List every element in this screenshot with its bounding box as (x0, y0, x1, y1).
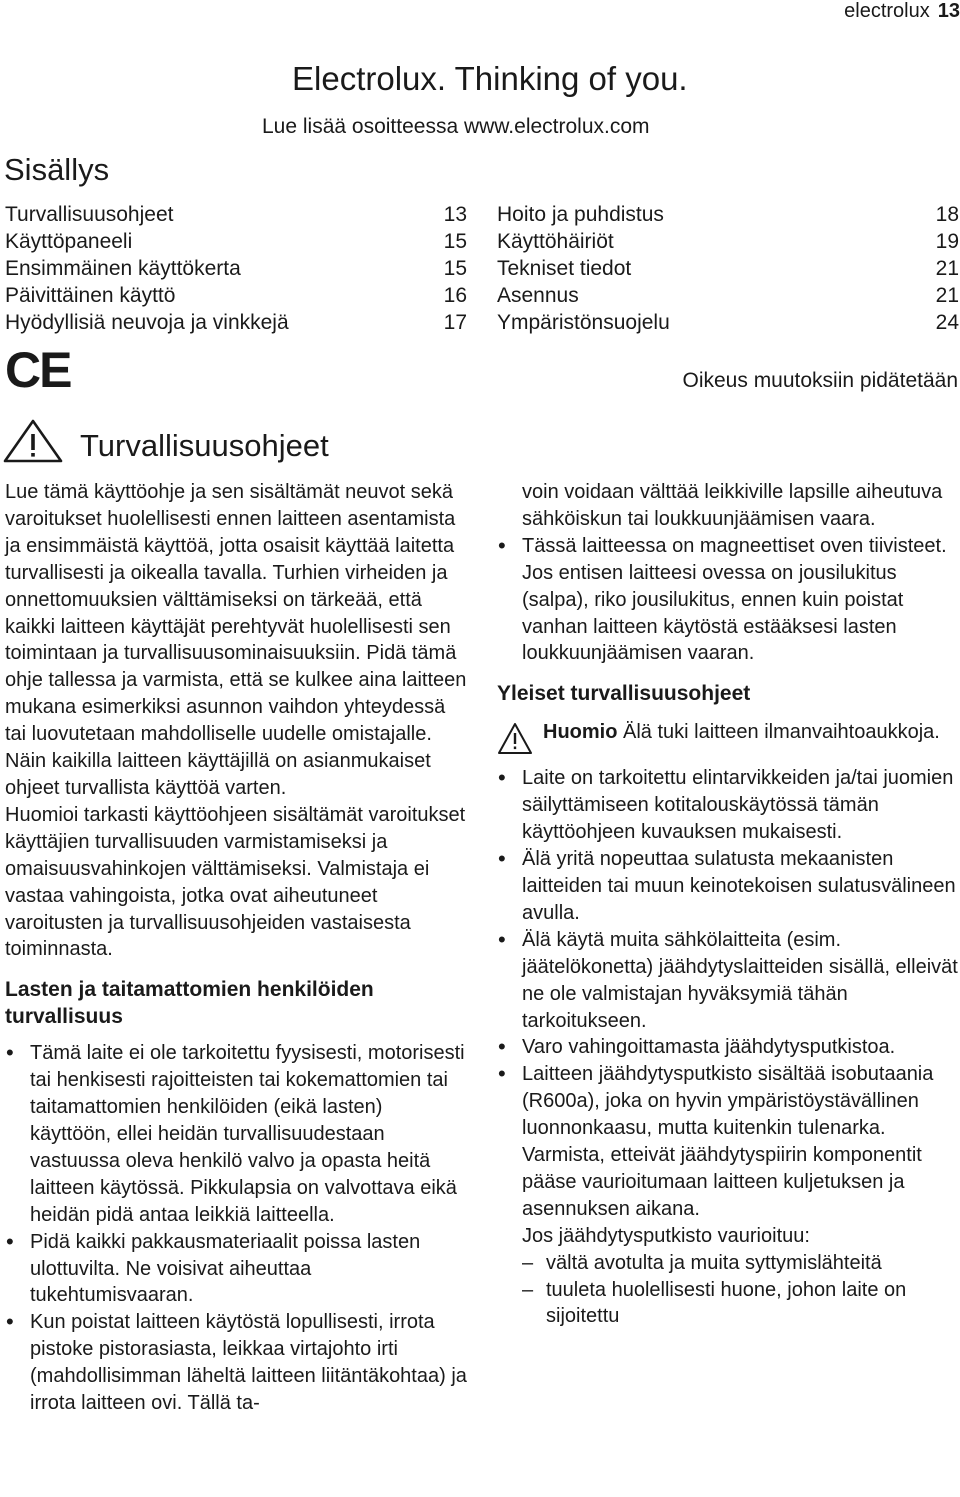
list-item (497, 1250, 959, 1277)
caution-body: Älä tuki laitteen ilmanvaihtoaukkoja. (623, 721, 940, 744)
dash-item-text: tuuleta huolellisesti huone, johon laite on sijoitettu (546, 1278, 907, 1328)
refrigerant-damage-intro: Jos jäähdytysputkisto vaurioituu: (522, 1224, 810, 1247)
caution-note (497, 719, 959, 755)
toc-entry-label: Käyttöhäiriöt (497, 230, 614, 253)
warning-triangle-icon (497, 722, 533, 755)
toc-entry-label: Asennus (497, 284, 579, 307)
list-item: • Älä käytä muita sähkölaitteita (esim. jäätelökonetta) jäähdytyslaitteiden sisällä, elleivät ne ole valmistajan hyväksymiä tähän tarkoitukseen. (497, 927, 959, 1035)
more-info-link[interactable]: Lue lisää osoitteessa www.electrolux.com (262, 115, 650, 138)
rights-reserved-note: Oikeus muutoksiin pidätetään (682, 369, 958, 392)
page-header (844, 0, 960, 23)
toc-entry-label: Hoito ja puhdistus (497, 203, 664, 226)
refrigerant-damage-list (497, 1250, 959, 1331)
toc-title: Sisällys (4, 152, 110, 187)
toc-entry-page: 21 (935, 284, 959, 307)
toc-entry[interactable] (497, 255, 959, 282)
toc-entry-page: 16 (443, 284, 467, 307)
dash-marker: – (522, 1251, 534, 1274)
toc-entry-page: 15 (443, 257, 467, 280)
toc-entry[interactable] (5, 228, 467, 255)
toc-entry[interactable] (5, 282, 467, 309)
toc-entry[interactable] (5, 201, 467, 228)
general-safety-heading: Yleiset turvallisuusohjeet (497, 682, 751, 706)
caution-text (543, 719, 959, 755)
warning-triangle-icon (2, 418, 64, 464)
section-title: Turvallisuusohjeet (80, 428, 329, 463)
list-item: • Kun poistat laitteen käytöstä lopullisesti, irrota pistoke pistorasiasta, leikkaa virtajohto irti (mahdollisimman läheltä laitteen liitäntäkohtaa) ja irrota laitteen ovi. Tällä ta- (5, 1309, 467, 1417)
refrigerant-note: Varmista, etteivät jäähdytyspiirin komponentit pääse vaurioitumaan laitteen kuljetuksen ja asennuksen aikana. (522, 1144, 922, 1220)
list-item (497, 1277, 959, 1331)
list-item: • Laite on tarkoitettu elintarvikkeiden ja/tai juomien säilyttämiseen kotitalouskäytössä tämän käyttöohjeen kuvauksen mukaisesti. (497, 765, 959, 846)
toc-entry-page: 18 (935, 203, 959, 226)
magnet-list (497, 533, 959, 668)
general-safety-list (497, 765, 959, 1142)
toc-entry[interactable] (497, 282, 959, 309)
toc-entry[interactable] (5, 309, 467, 336)
toc-entry[interactable] (5, 255, 467, 282)
page-number: 13 (937, 0, 960, 22)
toc-entry[interactable] (497, 309, 959, 336)
brand-name: electrolux (844, 0, 930, 22)
toc-entry[interactable] (497, 201, 959, 228)
intro-paragraph: Huomioi tarkasti käyttöohjeen sisältämät varoitukset käyttäjien turvallisuuden varmistamiseksi ja omaisuusvahinkojen välttämiseksi. Valmistaja ei vastaa vahingoista, jotka ovat aiheutuneet varoitusten ja turvallisuusohjeiden vastaisesta toiminnasta. (5, 803, 466, 961)
children-safety-heading: Lasten ja taitamattomien henkilöiden turvallisuus (5, 978, 374, 1029)
right-column (497, 479, 959, 1330)
toc-entry-label: Hyödyllisiä neuvoja ja vinkkejä (5, 311, 289, 334)
dash-marker: – (522, 1278, 534, 1301)
list-item: • Älä yritä nopeuttaa sulatusta mekaanisten laitteiden tai muun keinotekoisen sulatusvälineen avulla. (497, 846, 959, 927)
toc-entry-page: 15 (443, 230, 467, 253)
toc-entry-page: 19 (935, 230, 959, 253)
toc-entry-page: 21 (935, 257, 959, 280)
toc-left-column (5, 201, 467, 336)
intro-paragraph: Lue tämä käyttöohje ja sen sisältämät neuvot sekä varoitukset huolellisesti ennen laitteen asentamista ja ensimmäistä käyttöä, jotta osaisit käyttää laitetta turvallisesti ja oikealla tavalla. Turhien virheiden ja onnettomuuksien välttämiseksi on tärkeää, että kaikki laitteen käyttäjät perehtyvät huolellisesti sen toimintaan ja turvallisuusominaisuuksiin. Pidä tämä ohje tallessa ja varmista, että se kulkee aina laitteen mukana esimerkiksi asunnon vaihdon yhteydessä tai luovutetaan mahdolliselle uudelle omistajalle. Näin kaikilla laitteen käyttäjillä on asianmukaiset ohjeet turvallista käyttöä varten. (5, 481, 467, 799)
toc-entry-label: Käyttöpaneeli (5, 230, 133, 253)
toc-entry[interactable] (497, 228, 959, 255)
list-item: • Tämä laite ei ole tarkoitettu fyysisesti, motorisesti tai henkisesti rajoitteisten tai kokemattomien tai taitamattomien henkilöiden (eikä lasten) käyttöön, ellei heidän turvallisuudestaan vastuussa oleva henkilö valvo ja opasta heitä laitteen käytössä. Pikkulapsia on valvottava eikä heidän pidä antaa leikkiä laitteella. (5, 1040, 467, 1228)
toc-entry-page: 13 (443, 203, 467, 226)
list-item: • Tässä laitteessa on magneettiset oven tiivisteet. Jos entisen laitteesi ovessa on jousilukitus (salpa), riko jousilukitus, ennen kuin poistat vanhan laitteen käytöstä estääksesi lasten loukkuunjäämisen vaaran. (497, 533, 959, 668)
toc-right-column (497, 201, 959, 336)
toc-entry-label: Tekniset tiedot (497, 257, 632, 280)
left-column (5, 479, 467, 1417)
dash-item-text: vältä avotulta ja muita syttymislähteitä (546, 1251, 882, 1274)
toc-entry-label: Ensimmäinen käyttökerta (5, 257, 241, 280)
list-item: • Laitteen jäähdytysputkisto sisältää isobutaania (R600a), joka on hyvin ympäristöystävällinen luonnonkaasu, mutta kuitenkin tulenarka. (497, 1061, 959, 1142)
list-item: • Varo vahingoittamasta jäähdytysputkistoa. (497, 1034, 959, 1061)
tagline: Electrolux. Thinking of you. (292, 60, 688, 97)
children-safety-list (5, 1040, 467, 1417)
toc-entry-page: 17 (443, 311, 467, 334)
toc-entry-page: 24 (935, 311, 959, 334)
toc-entry-label: Ympäristönsuojelu (497, 311, 670, 334)
toc-entry-label: Päivittäinen käyttö (5, 284, 176, 307)
continued-text: voin voidaan välttää leikkiville lapsille aiheutuva sähköiskun tai loukkuunjäämisen vaara. (522, 481, 943, 530)
toc-entry-label: Turvallisuusohjeet (5, 203, 174, 226)
ce-mark-icon: CE (5, 342, 71, 398)
list-item: • Pidä kaikki pakkausmateriaalit poissa lasten ulottuvilta. Ne voisivat aiheuttaa tukehtumisvaaran. (5, 1229, 467, 1310)
caution-label: Huomio (543, 721, 618, 744)
